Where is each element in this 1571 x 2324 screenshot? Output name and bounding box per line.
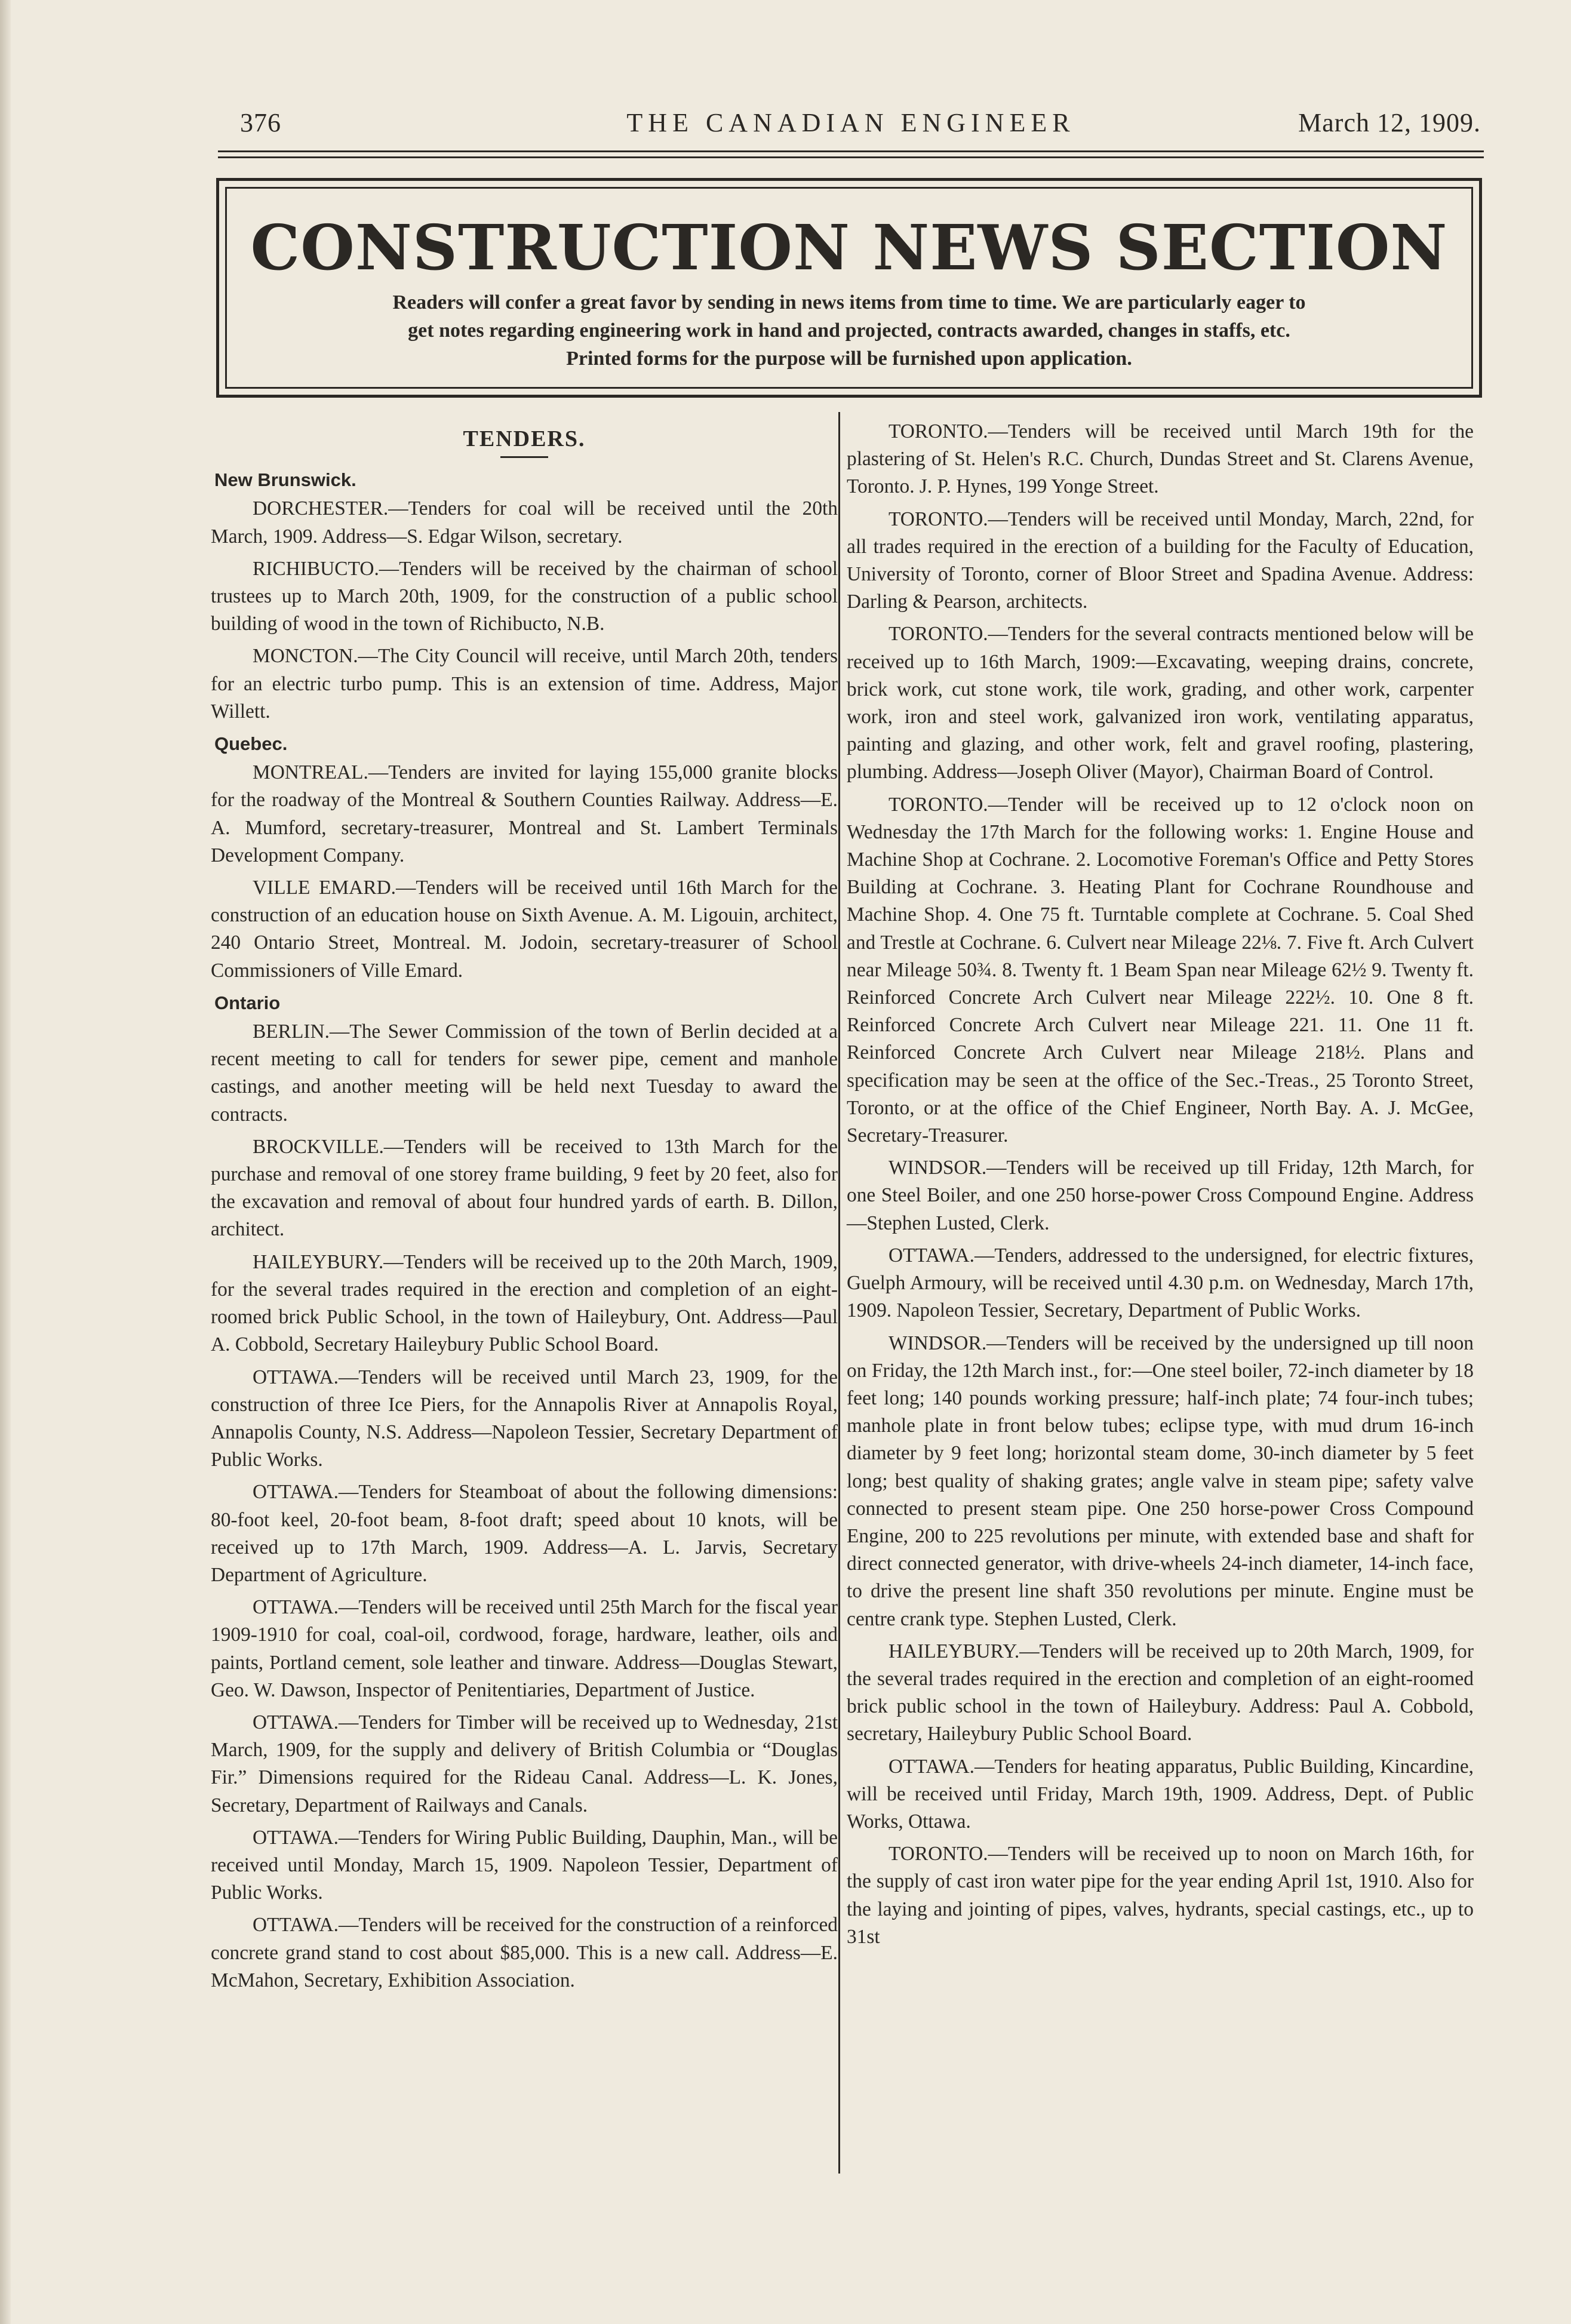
- banner-subtitle-line-1: Readers will confer a great favor by sending in news items from time to time. We are particularly eager to: [392, 291, 1306, 313]
- tender-item: VILLE EMARD.—Tenders will be received until 16th March for the construction of an education house on Sixth Avenue. A. M. Ligouin, architect, 240 Ontario Street, Montreal. M. Jodoin, secretary-treasurer of School Commissioners of Ville Emard.: [211, 877, 838, 982]
- journal-title: THE CANADIAN ENGINEER: [626, 108, 1075, 137]
- tender-item: OTTAWA.—Tenders, addressed to the undersigned, for electric fixtures, Guelph Armoury, will be received until 4.30 p.m. on Wednesday, March 17th, 1909. Napoleon Tessier, Secretary, Department of Public Works.: [847, 1244, 1474, 1322]
- tender-item: HAILEYBURY.—Tenders will be received up to 20th March, 1909, for the several trades required in the erection and completion of an eight-roomed brick public school in the town of Haileybury. Address: Paul A. Cobbold, secretary, Haileybury Public School Board.: [847, 1640, 1474, 1745]
- banner-subtitle: [267, 288, 1431, 373]
- tender-item: TORONTO.—Tenders will be received until March 19th for the plastering of St. Helen's R.C. Church, Dundas Street and St. Clarens Avenue, Toronto. J. P. Hynes, 199 Yonge Street.: [847, 420, 1474, 498]
- header-rule-lower: [218, 156, 1484, 158]
- right-column: [847, 418, 1474, 1956]
- left-column: [211, 418, 838, 1999]
- province-heading-quebec: Quebec.: [214, 733, 288, 755]
- tender-item: HAILEYBURY.—Tenders will be received up to the 20th March, 1909, for the several trades required in the erection and completion of an eight-roomed brick Public School, in the town of Haileybury, Ont. Address—Paul A. Cobbold, Secretary Haileybury Public School Board.: [211, 1250, 838, 1356]
- tender-item: OTTAWA.—Tenders for Wiring Public Building, Dauphin, Man., will be received until Monday, March 15, 1909. Napoleon Tessier, Department of Public Works.: [211, 1826, 838, 1904]
- column-divider: [838, 412, 840, 2174]
- section-title-dash: [500, 456, 548, 458]
- section-title: TENDERS.: [463, 426, 586, 451]
- banner-title: CONSTRUCTION NEWS SECTION: [250, 211, 1448, 284]
- tender-item: BERLIN.—The Sewer Commission of the town of Berlin decided at a recent meeting to call for tenders for sewer pipe, cement and manhole castings, and another meeting will be held next Tuesday to award the contracts.: [211, 1020, 838, 1126]
- header-rule-upper: [218, 150, 1484, 152]
- tender-item: WINDSOR.—Tenders will be received by the undersigned up till noon on Friday, the 12th March inst., for:—One steel boiler, 72-inch diameter by 18 feet long; 140 pounds working pressure; half-inch plate; 74 four-inch tubes; manhole plate in front below tubes; eclipse type, with mud drum 16-inch diameter by 9 feet long; horizontal steam dome, 30-inch diameter by 5 feet long; best quality of shaking grates; angle valve in steam pipe; safety valve connected to present steam pipe. One 250 horse-power Cross Compound Engine, 200 to 225 revolutions per minute, with extended base and shaft for direct connected generator, with drive-wheels 24-inch diameter, 14-inch face, to drive the present line shaft 350 revolutions per minute. Engine must be centre crank type. Stephen Lusted, Clerk.: [847, 1332, 1474, 1630]
- page-number: 376: [240, 108, 281, 137]
- tender-item: OTTAWA.—Tenders for heating apparatus, Public Building, Kincardine, will be received until Friday, March 19th, 1909. Address, Dept. of Public Works, Ottawa.: [847, 1755, 1474, 1833]
- tender-item: OTTAWA.—Tenders will be received until 25th March for the fiscal year 1909-1910 for coal, coal-oil, cordwood, forage, hardware, leather, oils and paints, Portland cement, sole leather and tinware. Address—Douglas Stewart, Geo. W. Dawson, Inspector of Penitentiaries, Department of Justice.: [211, 1596, 838, 1701]
- province-heading-ontario: Ontario: [214, 992, 281, 1013]
- section-banner: [216, 178, 1482, 398]
- tender-item: MONTREAL.—Tenders are invited for laying 155,000 granite blocks for the roadway of the Montreal & Southern Counties Railway. Address—E. A. Mumford, secretary-treasurer, Montreal and St. Lambert Terminals Development Company.: [211, 761, 838, 866]
- tender-item: TORONTO.—Tender will be received up to 12 o'clock noon on Wednesday the 17th March for the following works: 1. Engine House and Machine Shop at Cochrane. 2. Locomotive Foreman's Office and Petty Stores Building at Cochrane. 3. Heating Plant for Cochrane Roundhouse and Machine Shop. 4. One 75 ft. Turntable complete at Cochrane. 5. Coal Shed and Trestle at Cochrane. 6. Culvert near Mileage 22⅛. 7. Five ft. Arch Culvert near Mileage 50¾. 8. Twenty ft. 1 Beam Span near Mileage 62½ 9. Twenty ft. Reinforced Concrete Arch Culvert near Mileage 222½. 10. One 8 ft. Reinforced Concrete Arch Culvert near Mileage 221. 11. One 11 ft. Reinforced Concrete Arch Culvert near Mileage 218½. Plans and specification may be seen at the office of the Sec.-Treas., 25 Toronto Street, Toronto, or at the office of the Chief Engineer, North Bay. A. J. McGee, Secretary-Treasurer.: [847, 793, 1474, 1147]
- banner-subtitle-line-2: get notes regarding engineering work in hand and projected, contracts awarded, changes in staffs, etc.: [408, 319, 1290, 342]
- tender-item: WINDSOR.—Tenders will be received up till Friday, 12th March, for one Steel Boiler, and one 250 horse-power Cross Compound Engine. Address—Stephen Lusted, Clerk.: [847, 1157, 1474, 1234]
- province-heading-new-brunswick: New Brunswick.: [214, 469, 356, 491]
- tender-item: TORONTO.—Tenders for the several contracts mentioned below will be received up to 16th March, 1909:—Excavating, weeping drains, concrete, brick work, cut stone work, tile work, grading, and other work, carpenter work, iron and steel work, galvanized iron work, ventilating apparatus, painting and glazing, and other work, felt and gravel roofing, plastering, plumbing. Address—Joseph Oliver (Mayor), Chairman Board of Control.: [847, 623, 1474, 783]
- tender-item: OTTAWA.—Tenders will be received for the construction of a reinforced concrete grand stand to cost about $85,000. This is a new call. Address—E. McMahon, Secretary, Exhibition Association.: [211, 1914, 838, 1991]
- issue-date: March 12, 1909.: [1298, 108, 1481, 137]
- running-header: [221, 103, 1481, 145]
- tender-item: OTTAWA.—Tenders will be received until March 23, 1909, for the construction of three Ice Piers, for the Annapolis River at Annapolis Royal, Annapolis County, N.S. Address—Napoleon Tessier, Secretary Department of Public Works.: [211, 1366, 838, 1471]
- tender-item: TORONTO.—Tenders will be received until Monday, March, 22nd, for all trades required in the erection of a building for the Faculty of Education, University of Toronto, corner of Bloor Street and Spadina Avenue. Address: Darling & Pearson, architects.: [847, 508, 1474, 613]
- tender-item: BROCKVILLE.—Tenders will be received to 13th March for the purchase and removal of one storey frame building, 9 feet by 20 feet, also for the excavation and removal of about four hundred yards of earth. B. Dillon, architect.: [211, 1135, 838, 1241]
- tender-item: MONCTON.—The City Council will receive, until March 20th, tenders for an electric turbo pump. This is an extension of time. Address, Major Willett.: [211, 645, 838, 723]
- tender-item: RICHIBUCTO.—Tenders will be received by the chairman of school trustees up to March 20th, 1909, for the construction of a public school building of wood in the town of Richibucto, N.B.: [211, 557, 838, 635]
- tender-item: OTTAWA.—Tenders for Timber will be received up to Wednesday, 21st March, 1909, for the supply and delivery of British Columbia or “Douglas Fir.” Dimensions required for the Rideau Canal. Address—L. K. Jones, Secretary, Department of Railways and Canals.: [211, 1711, 838, 1816]
- page-binding-edge: [0, 0, 11, 2324]
- tender-item: TORONTO.—Tenders will be received up to noon on March 16th, for the supply of cast iron water pipe for the year ending April 1st, 1910. Also for the laying and jointing of pipes, valves, hydrants, special castings, etc., up to 31st: [847, 1843, 1474, 1948]
- tender-item: DORCHESTER.—Tenders for coal will be received until the 20th March, 1909. Address—S. Edgar Wilson, secretary.: [211, 497, 838, 548]
- tender-item: OTTAWA.—Tenders for Steamboat of about the following dimensions: 80-foot keel, 20-foot beam, 8-foot draft; speed about 10 knots, will be received up to 17th March, 1909. Address—A. L. Jarvis, Secretary Department of Agriculture.: [211, 1481, 838, 1586]
- banner-subtitle-line-3: Printed forms for the purpose will be furnished upon application.: [566, 348, 1132, 370]
